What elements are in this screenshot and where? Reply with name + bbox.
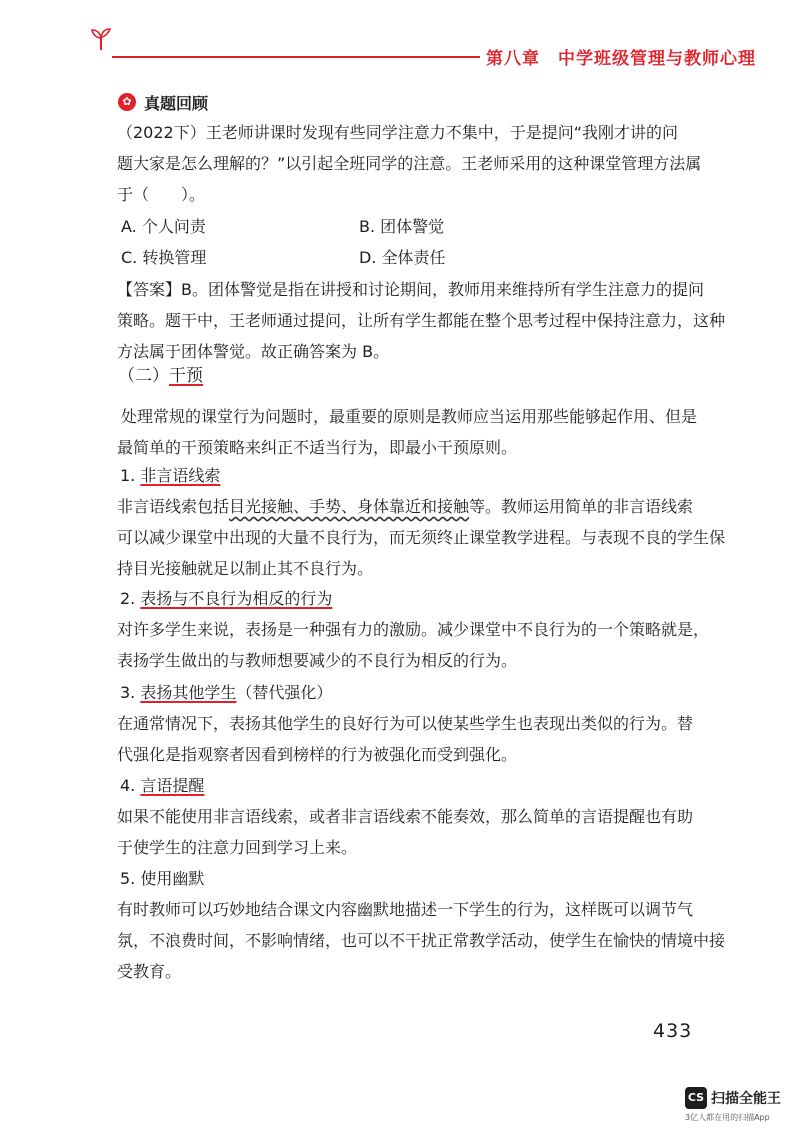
item-number: 3. (120, 683, 136, 702)
item-text-line: 氛，不浪费时间，不影响情绪，也可以不干扰正常教学活动，使学生在愉快的情境中接 (117, 931, 726, 950)
item-heading (120, 773, 204, 796)
answer-line: 【答案】B。团体警觉是指在讲授和讨论期间，教师用来维持所有学生注意力的提问 (117, 280, 704, 299)
answer-line: 策略。题干中，王老师通过提问，让所有学生都能在整个思考过程中保持注意力，这种 (117, 311, 726, 330)
item-title: 表扬与不良行为相反的行为 (140, 589, 333, 608)
section-title: 干预 (169, 366, 203, 386)
item-text-line: 持目光接触就足以制止其不良行为。 (117, 559, 374, 578)
item-number: 4. (120, 776, 136, 795)
item-text-line: 受教育。 (117, 962, 182, 981)
item-number: 5. (120, 869, 136, 888)
chapter-title: 第八章 中学班级管理与教师心理 (486, 49, 756, 69)
scanner-watermark (685, 1087, 781, 1109)
question-line: 题大家是怎么理解的？”以引起全班同学的注意。王老师采用的这种课堂管理方法属 (117, 154, 702, 173)
item-text-line: 非言语线索包括目光接触、手势、身体靠近和接触等。教师运用简单的非言语线索 (117, 497, 694, 516)
review-title: 真题回顾 (144, 93, 209, 113)
item-text-line: 表扬学生做出的与教师想要减少的不良行为相反的行为。 (117, 651, 518, 670)
option-a: A. 个人问责 (121, 217, 206, 236)
sprout-icon (88, 26, 114, 52)
item-text-line: 可以减少课堂中出现的大量不良行为，而无须终止课堂教学进程。与表现不良的学生保 (117, 528, 726, 547)
section-heading (118, 361, 203, 386)
cs-slogan: 3亿人都在用的扫描App (685, 1113, 770, 1122)
answer-line: 方法属于团体警觉。故正确答案为 B。 (117, 342, 390, 361)
intro-line: 处理常规的课堂行为问题时，最重要的原则是教师应当运用那些能够起作用、但是 (121, 407, 698, 426)
gear-icon: ✿ (118, 93, 136, 111)
item-text-line: 代强化是指观察者因看到榜样的行为被强化而受到强化。 (117, 745, 518, 764)
item-text-line: 如果不能使用非言语线索，或者非言语线索不能奏效，那么简单的言语提醒也有助 (117, 807, 694, 826)
item-title: 非言语线索 (140, 466, 221, 485)
item-heading (120, 586, 332, 609)
item-text-line: 有时教师可以巧妙地结合课文内容幽默地描述一下学生的行为，这样既可以调节气 (117, 900, 694, 919)
item-title: 表扬其他学生 (140, 683, 237, 702)
intro-line: 最简单的干预策略来纠正不适当行为，即最小干预原则。 (117, 438, 518, 457)
item-heading (120, 680, 332, 703)
item-title-suffix: （替代强化） (236, 683, 333, 702)
option-c: C. 转换管理 (121, 248, 207, 267)
item-title: 言语提醒 (140, 776, 205, 795)
item-text-line: 于使学生的注意力回到学习上来。 (117, 838, 358, 857)
page-number: 433 (653, 1020, 693, 1042)
item-text-line: 对许多学生来说，表扬是一种强有力的激励。减少课堂中不良行为的一个策略就是， (117, 620, 710, 639)
question-line: （2022下）王老师讲课时发现有些同学注意力不集中，于是提问“我刚才讲的问 (117, 123, 679, 142)
review-heading (118, 91, 208, 113)
item-number: 1. (120, 466, 136, 485)
item-text-line: 在通常情况下，表扬其他学生的良好行为可以使某些学生也表现出类似的行为。替 (117, 714, 694, 733)
section-prefix: （二） (118, 366, 169, 386)
item-number: 2. (120, 589, 136, 608)
question-line: 于（ ）。 (117, 185, 206, 204)
item-heading (120, 866, 204, 889)
cs-logo: CS (685, 1087, 707, 1109)
cs-app-name: 扫描全能王 (711, 1091, 781, 1107)
item-heading (120, 463, 220, 486)
header-rule (112, 56, 480, 58)
option-b: B. 团体警觉 (359, 217, 445, 236)
option-d: D. 全体责任 (359, 248, 446, 267)
item-title: 使用幽默 (140, 869, 205, 888)
